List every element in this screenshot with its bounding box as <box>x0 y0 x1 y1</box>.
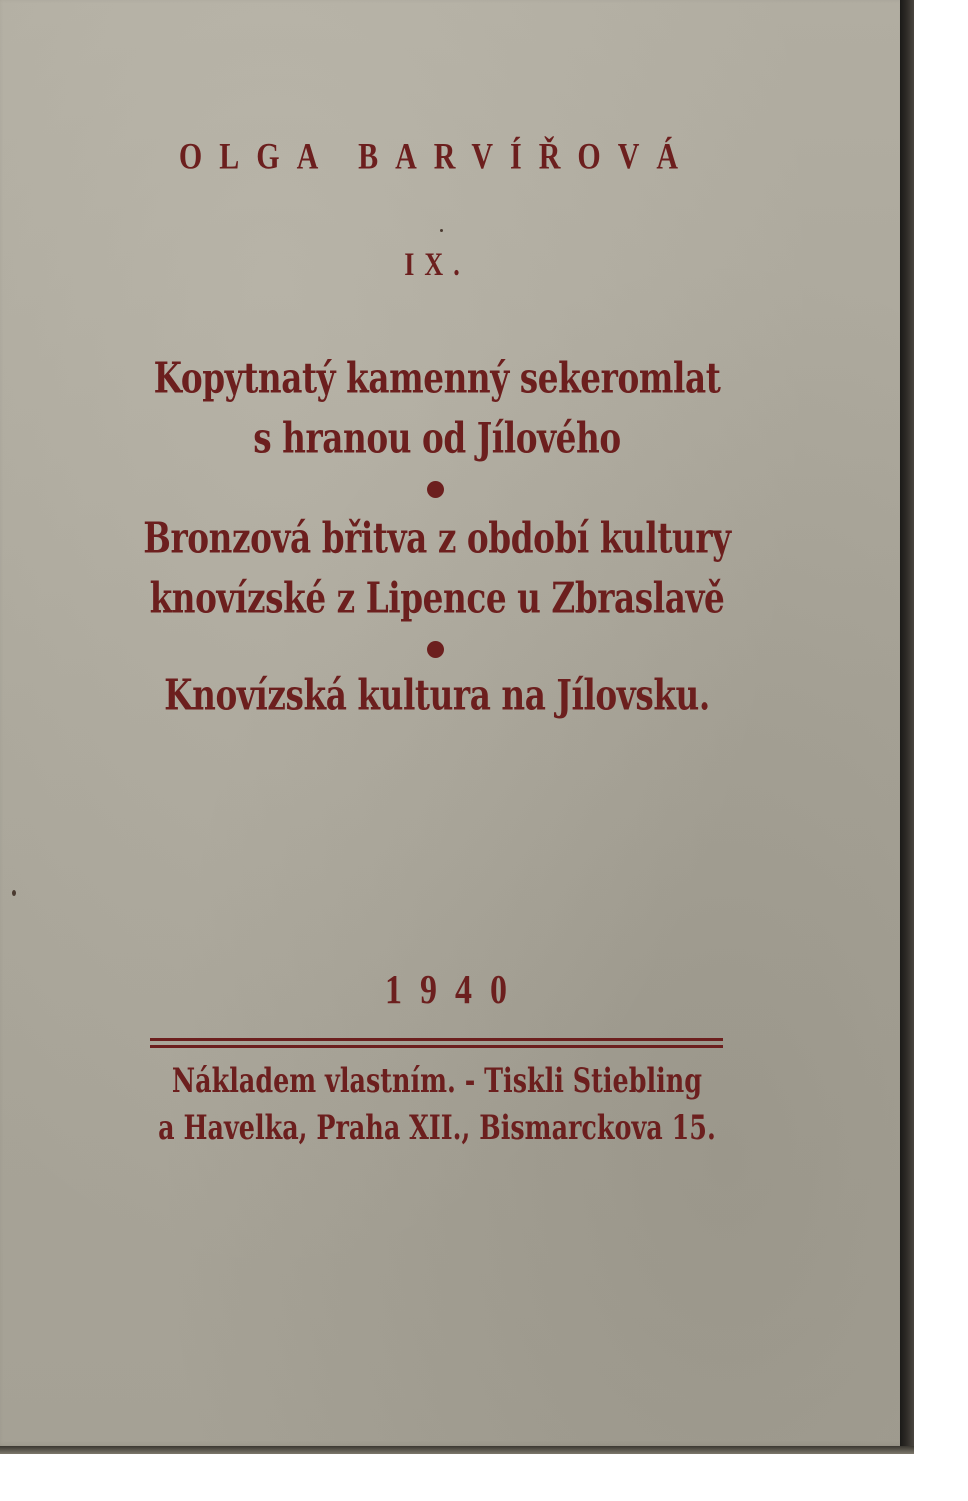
bullet-separator-2 <box>427 641 444 658</box>
paper-speck <box>440 229 443 232</box>
title-line-3: Bronzová břitva z období kultury <box>143 512 731 563</box>
paper-speck <box>12 890 16 896</box>
series-number: IX. <box>404 246 470 283</box>
title-line-4: knovízské z Lipence u Zbraslavě <box>149 572 725 623</box>
imprint-line-1: Nákladem vlastním. - Tiskli Stiebling <box>171 1061 703 1101</box>
author-name: OLGA BARVÍŘOVÁ <box>178 135 696 177</box>
divider-rule-top <box>150 1038 723 1041</box>
title-line-2: s hranou od Jílového <box>253 412 621 463</box>
imprint-line-2: a Havelka, Praha XII., Bismarckova 15. <box>158 1108 716 1148</box>
publication-year: 1940 <box>385 968 525 1013</box>
divider-rule-bottom <box>150 1045 723 1048</box>
title-line-1: Kopytnatý kamenný sekeromlat <box>153 352 721 403</box>
bullet-separator-1 <box>427 481 444 498</box>
cover-bottom-edge <box>0 1446 914 1454</box>
cover-edge-shadow <box>900 0 914 1450</box>
title-line-5: Knovízská kultura na Jílovsku. <box>164 669 710 720</box>
